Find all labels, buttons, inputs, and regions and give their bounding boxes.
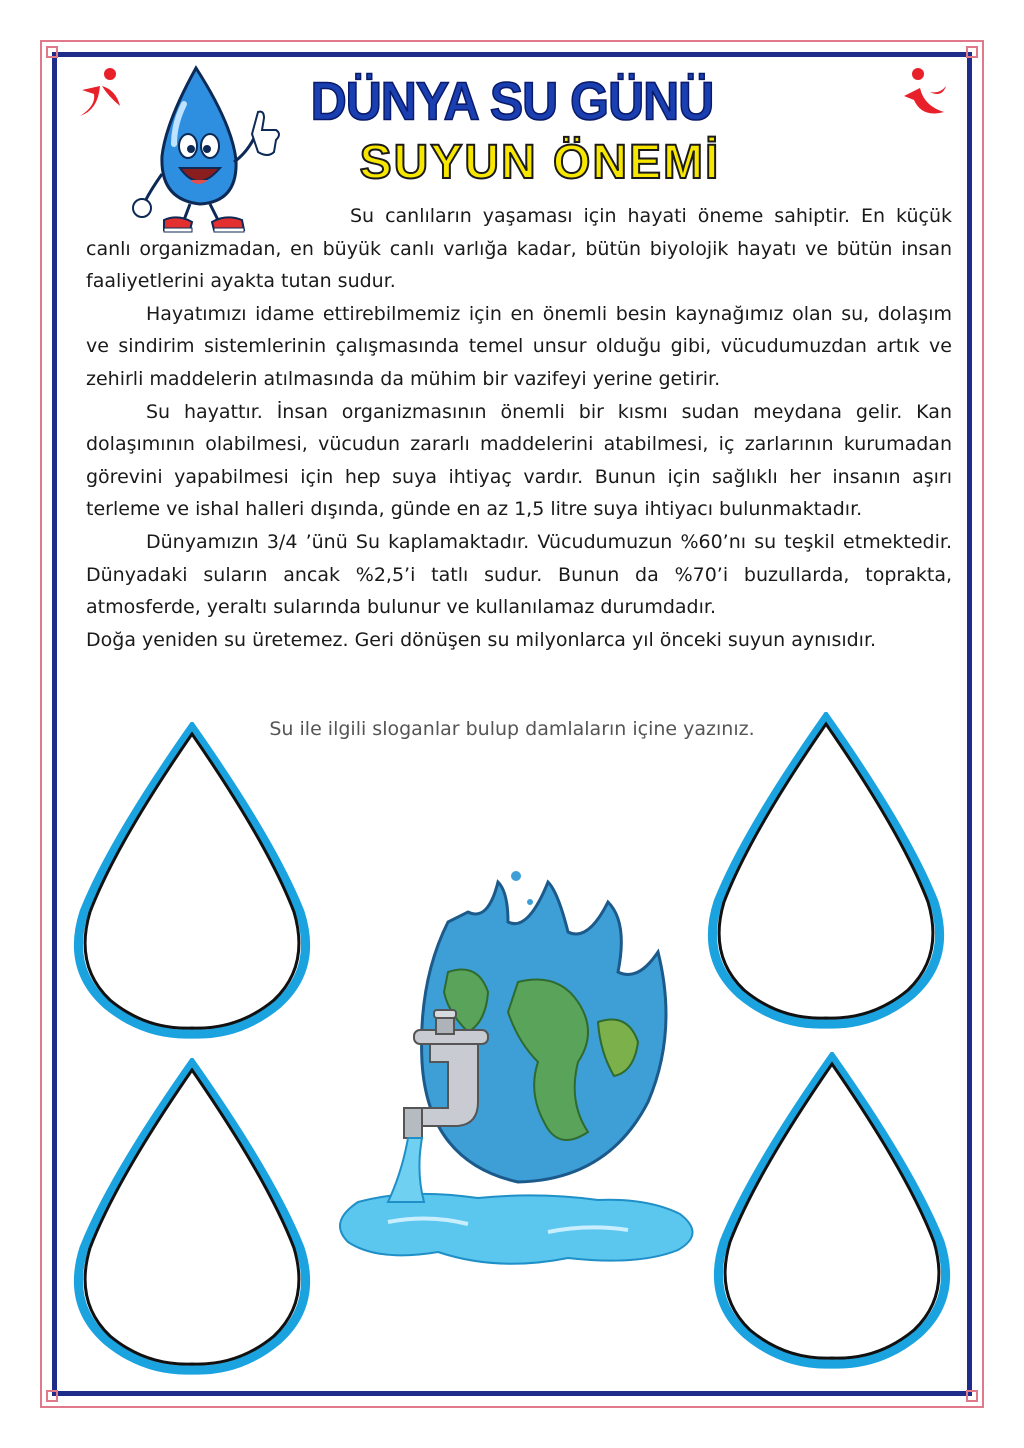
water-drop-slogan-box[interactable] [72,722,312,1040]
corner-ornament [966,1390,978,1402]
water-drop-slogan-box[interactable] [72,1058,312,1376]
corner-ornament [46,1390,58,1402]
paragraph: Su canlıların yaşaması için hayati öneme sahiptir. En küçük canlı organizmadan, en büyük canlı varlığa kadar, bütün biyolojik hayatı ve bütün insan faaliyetlerini ayakta tutan sudur. [86,205,952,293]
instruction-text: Su ile ilgili sloganlar bulup damlaların içine yazınız. [269,718,755,740]
body-text [86,200,952,656]
water-drop-slogan-box[interactable] [712,1052,952,1370]
water-drop-slogan-box[interactable] [706,712,946,1030]
corner-ornament [966,46,978,58]
corner-ornament [46,46,58,58]
page-subtitle: SUYUN ÖNEMİ [359,136,721,189]
paragraph: Doğa yeniden su üretemez. Geri dönüşen su milyonlarca yıl önceki suyun aynısıdır. [86,628,877,651]
globe-faucet-icon [318,862,708,1280]
paragraph: Hayatımızı idame ettirebilmemiz için en önemli besin kaynağımız olan su, dolaşım ve sindirim sistemlerinin çalışmasında temel unsur olduğu gibi, vücudumuzdan artık ve zehirli maddelerin atılmasında da mühim bir vazifeyi yerine getirir. [86,302,952,390]
paragraph: Dünyamızın 3/4 ’ünü Su kaplamaktadır. Vücudumuzun %60’nı su teşkil etmektedir. Dünyadaki suların ancak %2,5’i tatlı sudur. Bunun da %70’i buzullarda, toprakta, atmosferde, yeraltı sularında bulunur ve kullanılamaz durumdadır. [86,530,952,619]
paragraph: Su hayattır. İnsan organizmasının önemli bir kısmı sudan meydana gelir. Kan dolaşımının olabilmesi, vücudun zararlı maddelerini atabilmesi, iç zarlarının kurumadan görevini yapabilmesi için hep suya ihtiyaç vardır. Bunun için sağlıklı her insanın aşırı terleme ve ishal halleri dışında, günde en az 1,5 litre suya ihtiyacı bulunmaktadır. [86,400,952,521]
page-title: DÜNYA SU GÜNÜ [310,70,714,132]
